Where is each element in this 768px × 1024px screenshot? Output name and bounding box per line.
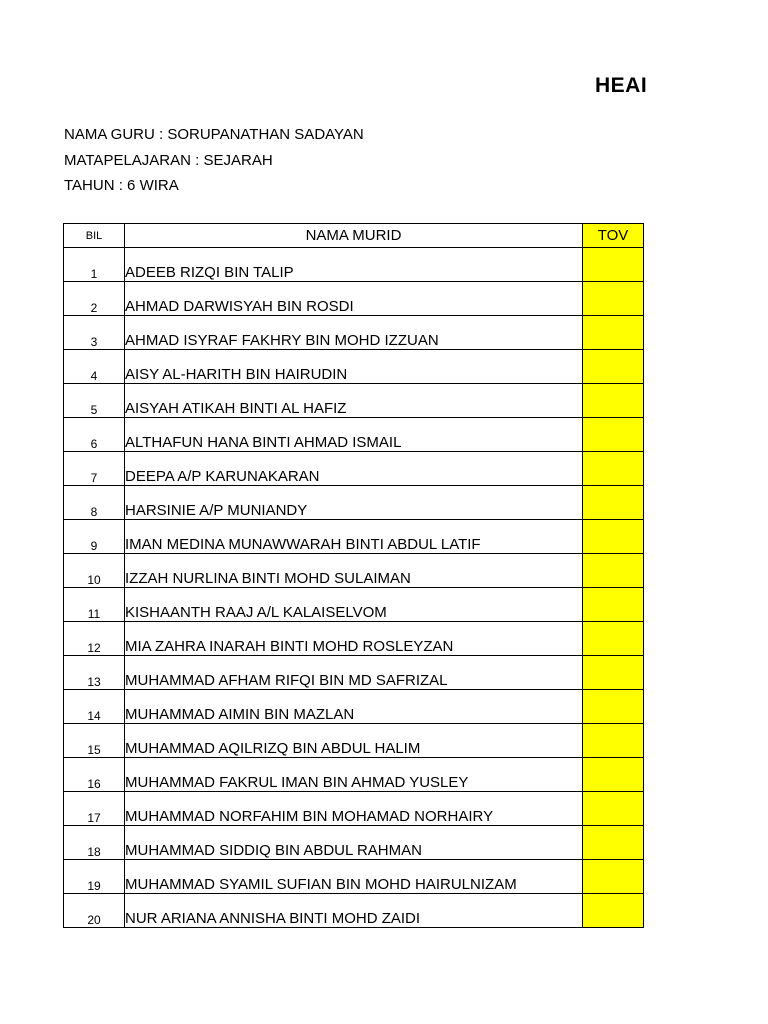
tov-cell[interactable] [583, 792, 644, 826]
row-number: 5 [64, 384, 125, 418]
tov-cell[interactable] [583, 520, 644, 554]
table-row [64, 554, 644, 588]
student-name: AHMAD DARWISYAH BIN ROSDI [125, 282, 583, 316]
table-row [64, 248, 644, 282]
tov-cell[interactable] [583, 826, 644, 860]
table-row [64, 826, 644, 860]
table-body [64, 248, 644, 928]
tov-cell[interactable] [583, 622, 644, 656]
table-row [64, 792, 644, 826]
tov-cell[interactable] [583, 758, 644, 792]
tov-cell[interactable] [583, 248, 644, 282]
row-number: 10 [64, 554, 125, 588]
tov-cell[interactable] [583, 690, 644, 724]
student-name: IZZAH NURLINA BINTI MOHD SULAIMAN [125, 554, 583, 588]
table-row [64, 316, 644, 350]
table-row [64, 520, 644, 554]
tov-cell[interactable] [583, 418, 644, 452]
table-row [64, 282, 644, 316]
column-header-bil: BIL [64, 224, 125, 248]
student-name: MUHAMMAD AFHAM RIFQI BIN MD SAFRIZAL [125, 656, 583, 690]
table-header-row [64, 224, 644, 248]
student-table [63, 223, 644, 928]
tov-cell[interactable] [583, 486, 644, 520]
student-name: ADEEB RIZQI BIN TALIP [125, 248, 583, 282]
table-row [64, 486, 644, 520]
student-name: HARSINIE A/P MUNIANDY [125, 486, 583, 520]
table-row [64, 860, 644, 894]
row-number: 18 [64, 826, 125, 860]
row-number: 19 [64, 860, 125, 894]
table-row [64, 894, 644, 928]
student-name: KISHAANTH RAAJ A/L KALAISELVOM [125, 588, 583, 622]
student-name: AISYAH ATIKAH BINTI AL HAFIZ [125, 384, 583, 418]
row-number: 17 [64, 792, 125, 826]
tov-cell[interactable] [583, 452, 644, 486]
row-number: 2 [64, 282, 125, 316]
table-row [64, 384, 644, 418]
student-name: MUHAMMAD NORFAHIM BIN MOHAMAD NORHAIRY [125, 792, 583, 826]
student-name: MUHAMMAD AIMIN BIN MAZLAN [125, 690, 583, 724]
table-row [64, 350, 644, 384]
student-name: NUR ARIANA ANNISHA BINTI MOHD ZAIDI [125, 894, 583, 928]
table-row [64, 418, 644, 452]
tov-cell[interactable] [583, 724, 644, 758]
column-header-name: NAMA MURID [125, 224, 583, 248]
student-name: MUHAMMAD SIDDIQ BIN ABDUL RAHMAN [125, 826, 583, 860]
student-name: MUHAMMAD SYAMIL SUFIAN BIN MOHD HAIRULNIZAM [125, 860, 583, 894]
class-year: TAHUN : 6 WIRA [64, 177, 179, 194]
tov-cell[interactable] [583, 350, 644, 384]
row-number: 16 [64, 758, 125, 792]
row-number: 4 [64, 350, 125, 384]
row-number: 9 [64, 520, 125, 554]
row-number: 12 [64, 622, 125, 656]
row-number: 7 [64, 452, 125, 486]
row-number: 6 [64, 418, 125, 452]
row-number: 20 [64, 894, 125, 928]
tov-cell[interactable] [583, 554, 644, 588]
tov-cell[interactable] [583, 282, 644, 316]
table-row [64, 622, 644, 656]
tov-cell[interactable] [583, 588, 644, 622]
student-name: AISY AL-HARITH BIN HAIRUDIN [125, 350, 583, 384]
table-row [64, 656, 644, 690]
tov-cell[interactable] [583, 894, 644, 928]
tov-cell[interactable] [583, 656, 644, 690]
row-number: 14 [64, 690, 125, 724]
table-row [64, 758, 644, 792]
table-row [64, 690, 644, 724]
row-number: 13 [64, 656, 125, 690]
tov-cell[interactable] [583, 384, 644, 418]
student-name: DEEPA A/P KARUNAKARAN [125, 452, 583, 486]
table-row [64, 452, 644, 486]
student-name: MUHAMMAD AQILRIZQ BIN ABDUL HALIM [125, 724, 583, 758]
teacher-name: NAMA GURU : SORUPANATHAN SADAYAN [64, 126, 364, 143]
student-name: MIA ZAHRA INARAH BINTI MOHD ROSLEYZAN [125, 622, 583, 656]
student-name: IMAN MEDINA MUNAWWARAH BINTI ABDUL LATIF [125, 520, 583, 554]
row-number: 1 [64, 248, 125, 282]
student-name: MUHAMMAD FAKRUL IMAN BIN AHMAD YUSLEY [125, 758, 583, 792]
page-title: HEAI [595, 74, 648, 97]
table-row [64, 588, 644, 622]
student-name: AHMAD ISYRAF FAKHRY BIN MOHD IZZUAN [125, 316, 583, 350]
table-row [64, 724, 644, 758]
tov-cell[interactable] [583, 860, 644, 894]
row-number: 15 [64, 724, 125, 758]
subject-name: MATAPELAJARAN : SEJARAH [64, 152, 273, 169]
row-number: 8 [64, 486, 125, 520]
row-number: 3 [64, 316, 125, 350]
student-name: ALTHAFUN HANA BINTI AHMAD ISMAIL [125, 418, 583, 452]
row-number: 11 [64, 588, 125, 622]
tov-cell[interactable] [583, 316, 644, 350]
column-header-tov: TOV [583, 224, 644, 248]
